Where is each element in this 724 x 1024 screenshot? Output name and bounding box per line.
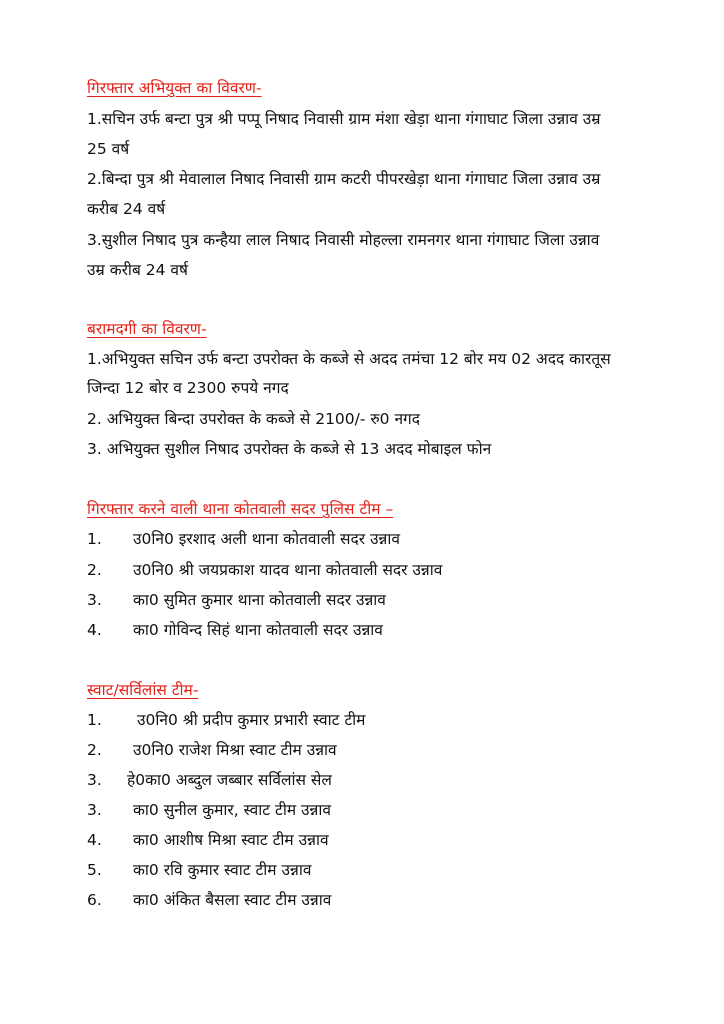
item-text: उ0नि0 राजेश मिश्रा स्वाट टीम उन्नाव	[133, 741, 337, 759]
item-number: 2.	[87, 561, 102, 579]
police-team-item	[87, 558, 442, 580]
item-number: 5.	[87, 861, 102, 879]
arrested-line: उम्र करीब 24 वर्ष	[87, 261, 188, 279]
swat-team-item	[87, 768, 332, 790]
swat-team-item	[87, 858, 311, 880]
item-text: उ0नि0 श्री जयप्रकाश यादव थाना कोतवाली सदर उन्नाव	[133, 561, 443, 579]
item-number: 3.	[87, 801, 102, 819]
swat-team-item	[87, 708, 365, 730]
swat-team-item	[87, 828, 329, 850]
recovery-line: 3. अभियुक्त सुशील निषाद उपरोक्त के कब्जे से 13 अदद मोबाइल फोन	[87, 440, 492, 458]
police-team-item	[87, 527, 400, 549]
arrested-line: 2.बिन्दा पुत्र श्री मेवालाल निषाद निवासी ग्राम कटरी पीपरखेड़ा थाना गंगाघाट जिला उन्नाव उम्र	[87, 170, 601, 188]
swat-team-item	[87, 738, 337, 760]
item-number: 2.	[87, 741, 102, 759]
item-text: का0 गोविन्द सिहं थाना कोतवाली सदर उन्नाव	[133, 621, 383, 639]
item-number: 4.	[87, 831, 102, 849]
item-number: 1.	[87, 711, 102, 729]
arrested-line: 25 वर्ष	[87, 140, 130, 158]
item-text: का0 अंकित बैसला स्वाट टीम उन्नाव	[133, 891, 332, 909]
item-text: का0 सुमित कुमार थाना कोतवाली सदर उन्नाव	[133, 591, 386, 609]
swat-team-heading: स्वाट/सर्विलांस टीम-	[87, 681, 199, 699]
item-text: का0 रवि कुमार स्वाट टीम उन्नाव	[133, 861, 312, 879]
item-number: 4.	[87, 621, 102, 639]
recovery-line: 1.अभियुक्त सचिन उर्फ बन्टा उपरोक्त के कब्जे से अदद तमंचा 12 बोर मय 02 अदद कारतूस	[87, 350, 611, 368]
item-number: 3.	[87, 591, 102, 609]
swat-team-item	[87, 888, 331, 910]
arrested-line: 1.सचिन उर्फ बन्टा पुत्र श्री पप्पू निषाद निवासी ग्राम मंशा खेड़ा थाना गंगाघाट जिला उन्नाव उम्र	[87, 110, 601, 128]
item-text: का0 सुनील कुमार, स्वाट टीम उन्नाव	[133, 801, 332, 819]
arrested-heading: गिरफ्तार अभियुक्त का विवरण-	[87, 79, 262, 97]
item-text: हे0का0 अब्दुल जब्बार सर्विलांस सेल	[127, 771, 332, 789]
recovery-line: जिन्दा 12 बोर व 2300 रुपये नगद	[87, 379, 289, 397]
item-text: का0 आशीष मिश्रा स्वाट टीम उन्नाव	[133, 831, 329, 849]
recovery-heading: बरामदगी का विवरण-	[87, 320, 207, 338]
police-team-item	[87, 618, 383, 640]
police-team-heading: गिरफ्तार करने वाली थाना कोतवाली सदर पुलिस टीम –	[87, 500, 394, 518]
recovery-line: 2. अभियुक्त बिन्दा उपरोक्त के कब्जे से 2100/- रु0 नगद	[87, 410, 421, 428]
item-text: उ0नि0 श्री प्रदीप कुमार प्रभारी स्वाट टीम	[137, 711, 366, 729]
arrested-line: 3.सुशील निषाद पुत्र कन्हैया लाल निषाद निवासी मोहल्ला रामनगर थाना गंगाघाट जिला उन्नाव	[87, 231, 600, 249]
swat-team-item	[87, 798, 331, 820]
item-text: उ0नि0 इरशाद अली थाना कोतवाली सदर उन्नाव	[133, 530, 400, 548]
item-number: 1.	[87, 530, 102, 548]
police-team-item	[87, 588, 386, 610]
item-number: 6.	[87, 891, 102, 909]
arrested-line: करीब 24 वर्ष	[87, 200, 166, 218]
item-number: 3.	[87, 771, 102, 789]
